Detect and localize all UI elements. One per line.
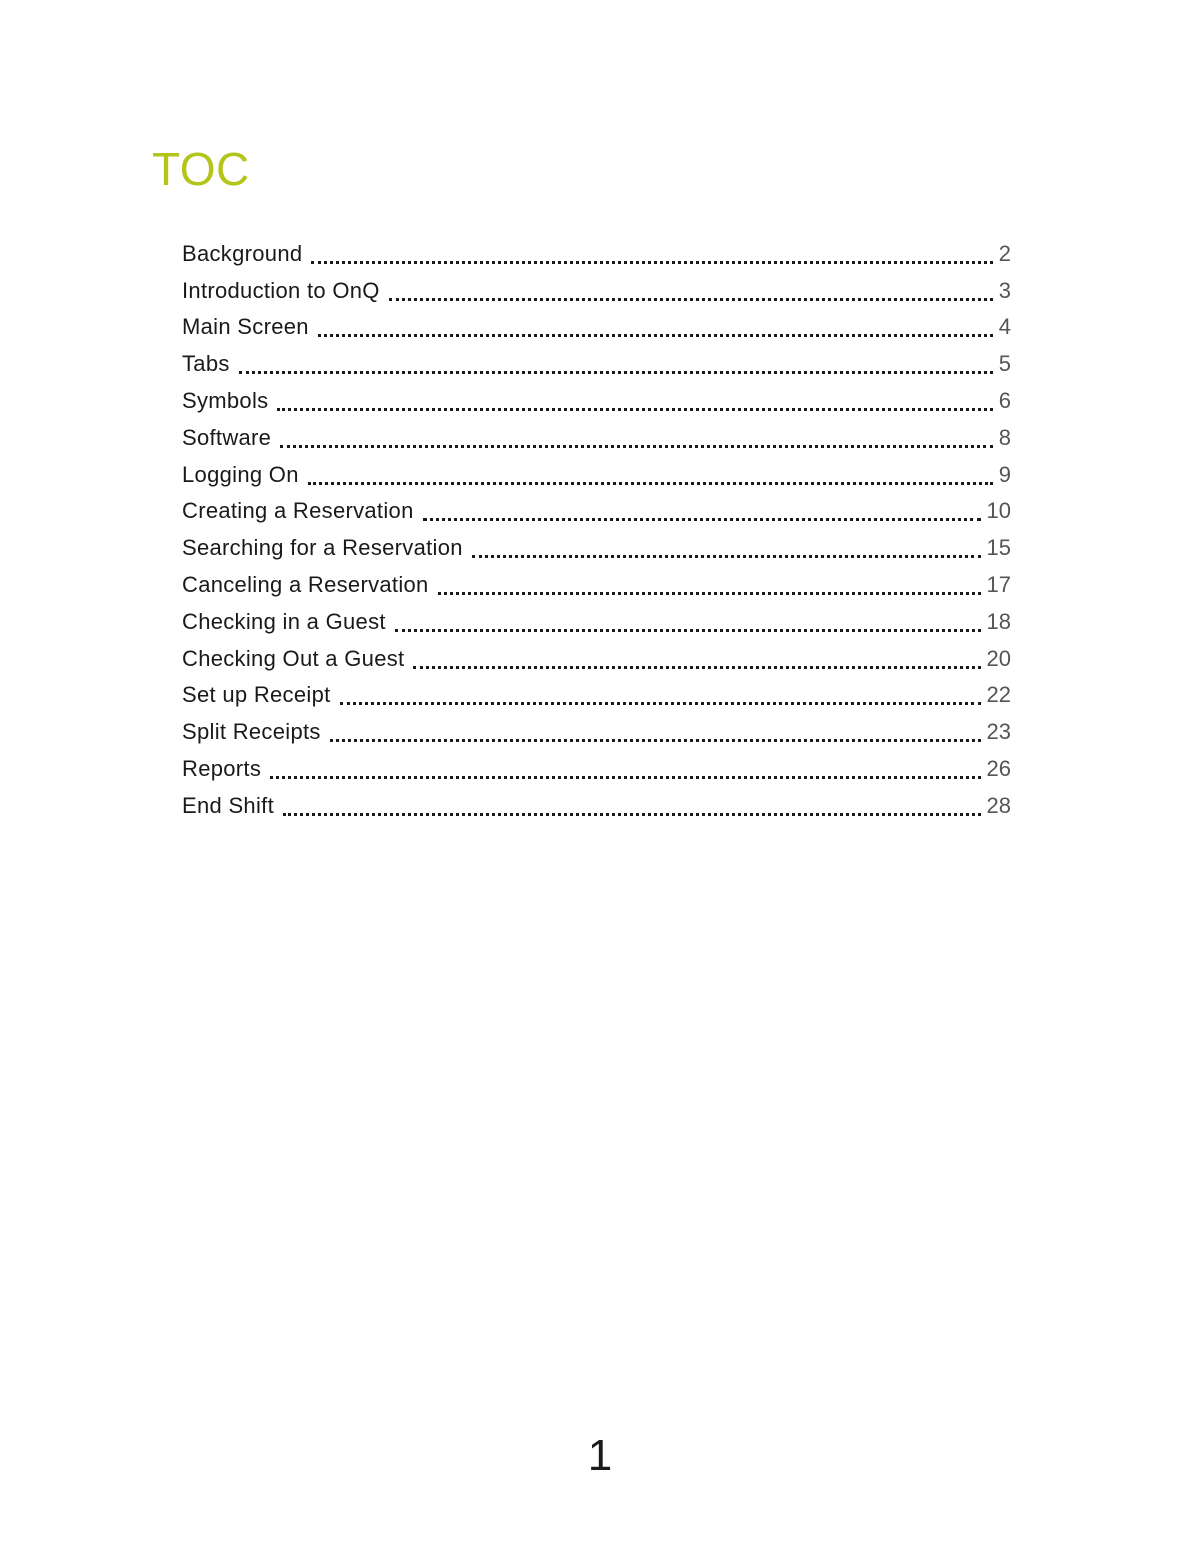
toc-entry-label: Tabs [182, 351, 230, 377]
toc-entry-page-number: 17 [986, 571, 1011, 597]
toc-entry-page-number: 10 [986, 498, 1011, 524]
toc-entry[interactable] [182, 710, 1011, 747]
dot-leader [308, 482, 993, 485]
dot-leader [472, 555, 981, 558]
toc-entry-page-number: 8 [998, 424, 1011, 450]
toc-entry-label: Canceling a Reservation [182, 571, 429, 597]
toc-entry[interactable] [182, 453, 1011, 490]
toc-entry-page-number: 4 [998, 314, 1011, 340]
dot-leader [395, 629, 981, 632]
toc-entry-page-number: 6 [998, 387, 1011, 413]
toc-entry[interactable] [182, 600, 1011, 637]
toc-entry-page-number: 15 [986, 535, 1011, 561]
dot-leader [270, 776, 980, 779]
dot-leader [318, 334, 993, 337]
toc-entry-label: Main Screen [182, 314, 309, 340]
dot-leader [311, 261, 992, 264]
toc-entry[interactable] [182, 306, 1011, 343]
toc-entry-label: Searching for a Reservation [182, 535, 463, 561]
dot-leader [239, 371, 993, 374]
toc-list [182, 232, 1011, 821]
toc-entry-page-number: 28 [986, 792, 1011, 818]
toc-entry-label: End Shift [182, 792, 274, 818]
toc-entry-page-number: 26 [986, 755, 1011, 781]
toc-entry[interactable] [182, 563, 1011, 600]
toc-entry-page-number: 5 [998, 351, 1011, 377]
toc-entry[interactable] [182, 342, 1011, 379]
dot-leader [283, 813, 981, 816]
toc-entry-page-number: 2 [998, 240, 1011, 266]
toc-entry[interactable] [182, 637, 1011, 674]
dot-leader [277, 408, 992, 411]
toc-heading: TOC [152, 143, 250, 195]
toc-entry[interactable] [182, 526, 1011, 563]
toc-entry-page-number: 22 [986, 682, 1011, 708]
toc-entry[interactable] [182, 269, 1011, 306]
dot-leader [280, 445, 993, 448]
toc-entry-page-number: 23 [986, 719, 1011, 745]
toc-entry-label: Background [182, 240, 303, 266]
dot-leader [423, 518, 981, 521]
toc-entry[interactable] [182, 379, 1011, 416]
dot-leader [340, 702, 981, 705]
toc-entry-label: Symbols [182, 387, 269, 413]
dot-leader [389, 298, 993, 301]
toc-entry[interactable] [182, 674, 1011, 711]
toc-entry-label: Software [182, 424, 272, 450]
toc-entry-label: Creating a Reservation [182, 498, 414, 524]
toc-entry[interactable] [182, 416, 1011, 453]
toc-entry-label: Checking Out a Guest [182, 645, 405, 671]
toc-entry-page-number: 20 [986, 645, 1011, 671]
toc-entry-page-number: 3 [998, 277, 1011, 303]
page-number: 1 [587, 1431, 613, 1480]
toc-entry[interactable] [182, 232, 1011, 269]
dot-leader [438, 592, 981, 595]
toc-entry-label: Checking in a Guest [182, 608, 386, 634]
toc-entry-label: Introduction to OnQ [182, 277, 380, 303]
toc-entry-label: Reports [182, 755, 262, 781]
toc-entry[interactable] [182, 784, 1011, 821]
toc-entry[interactable] [182, 747, 1011, 784]
toc-entry[interactable] [182, 490, 1011, 527]
toc-entry-label: Set up Receipt [182, 682, 331, 708]
toc-entry-page-number: 18 [986, 608, 1011, 634]
dot-leader [330, 739, 981, 742]
toc-entry-label: Split Receipts [182, 719, 321, 745]
dot-leader [413, 666, 980, 669]
toc-entry-label: Logging On [182, 461, 299, 487]
toc-entry-page-number: 9 [998, 461, 1011, 487]
